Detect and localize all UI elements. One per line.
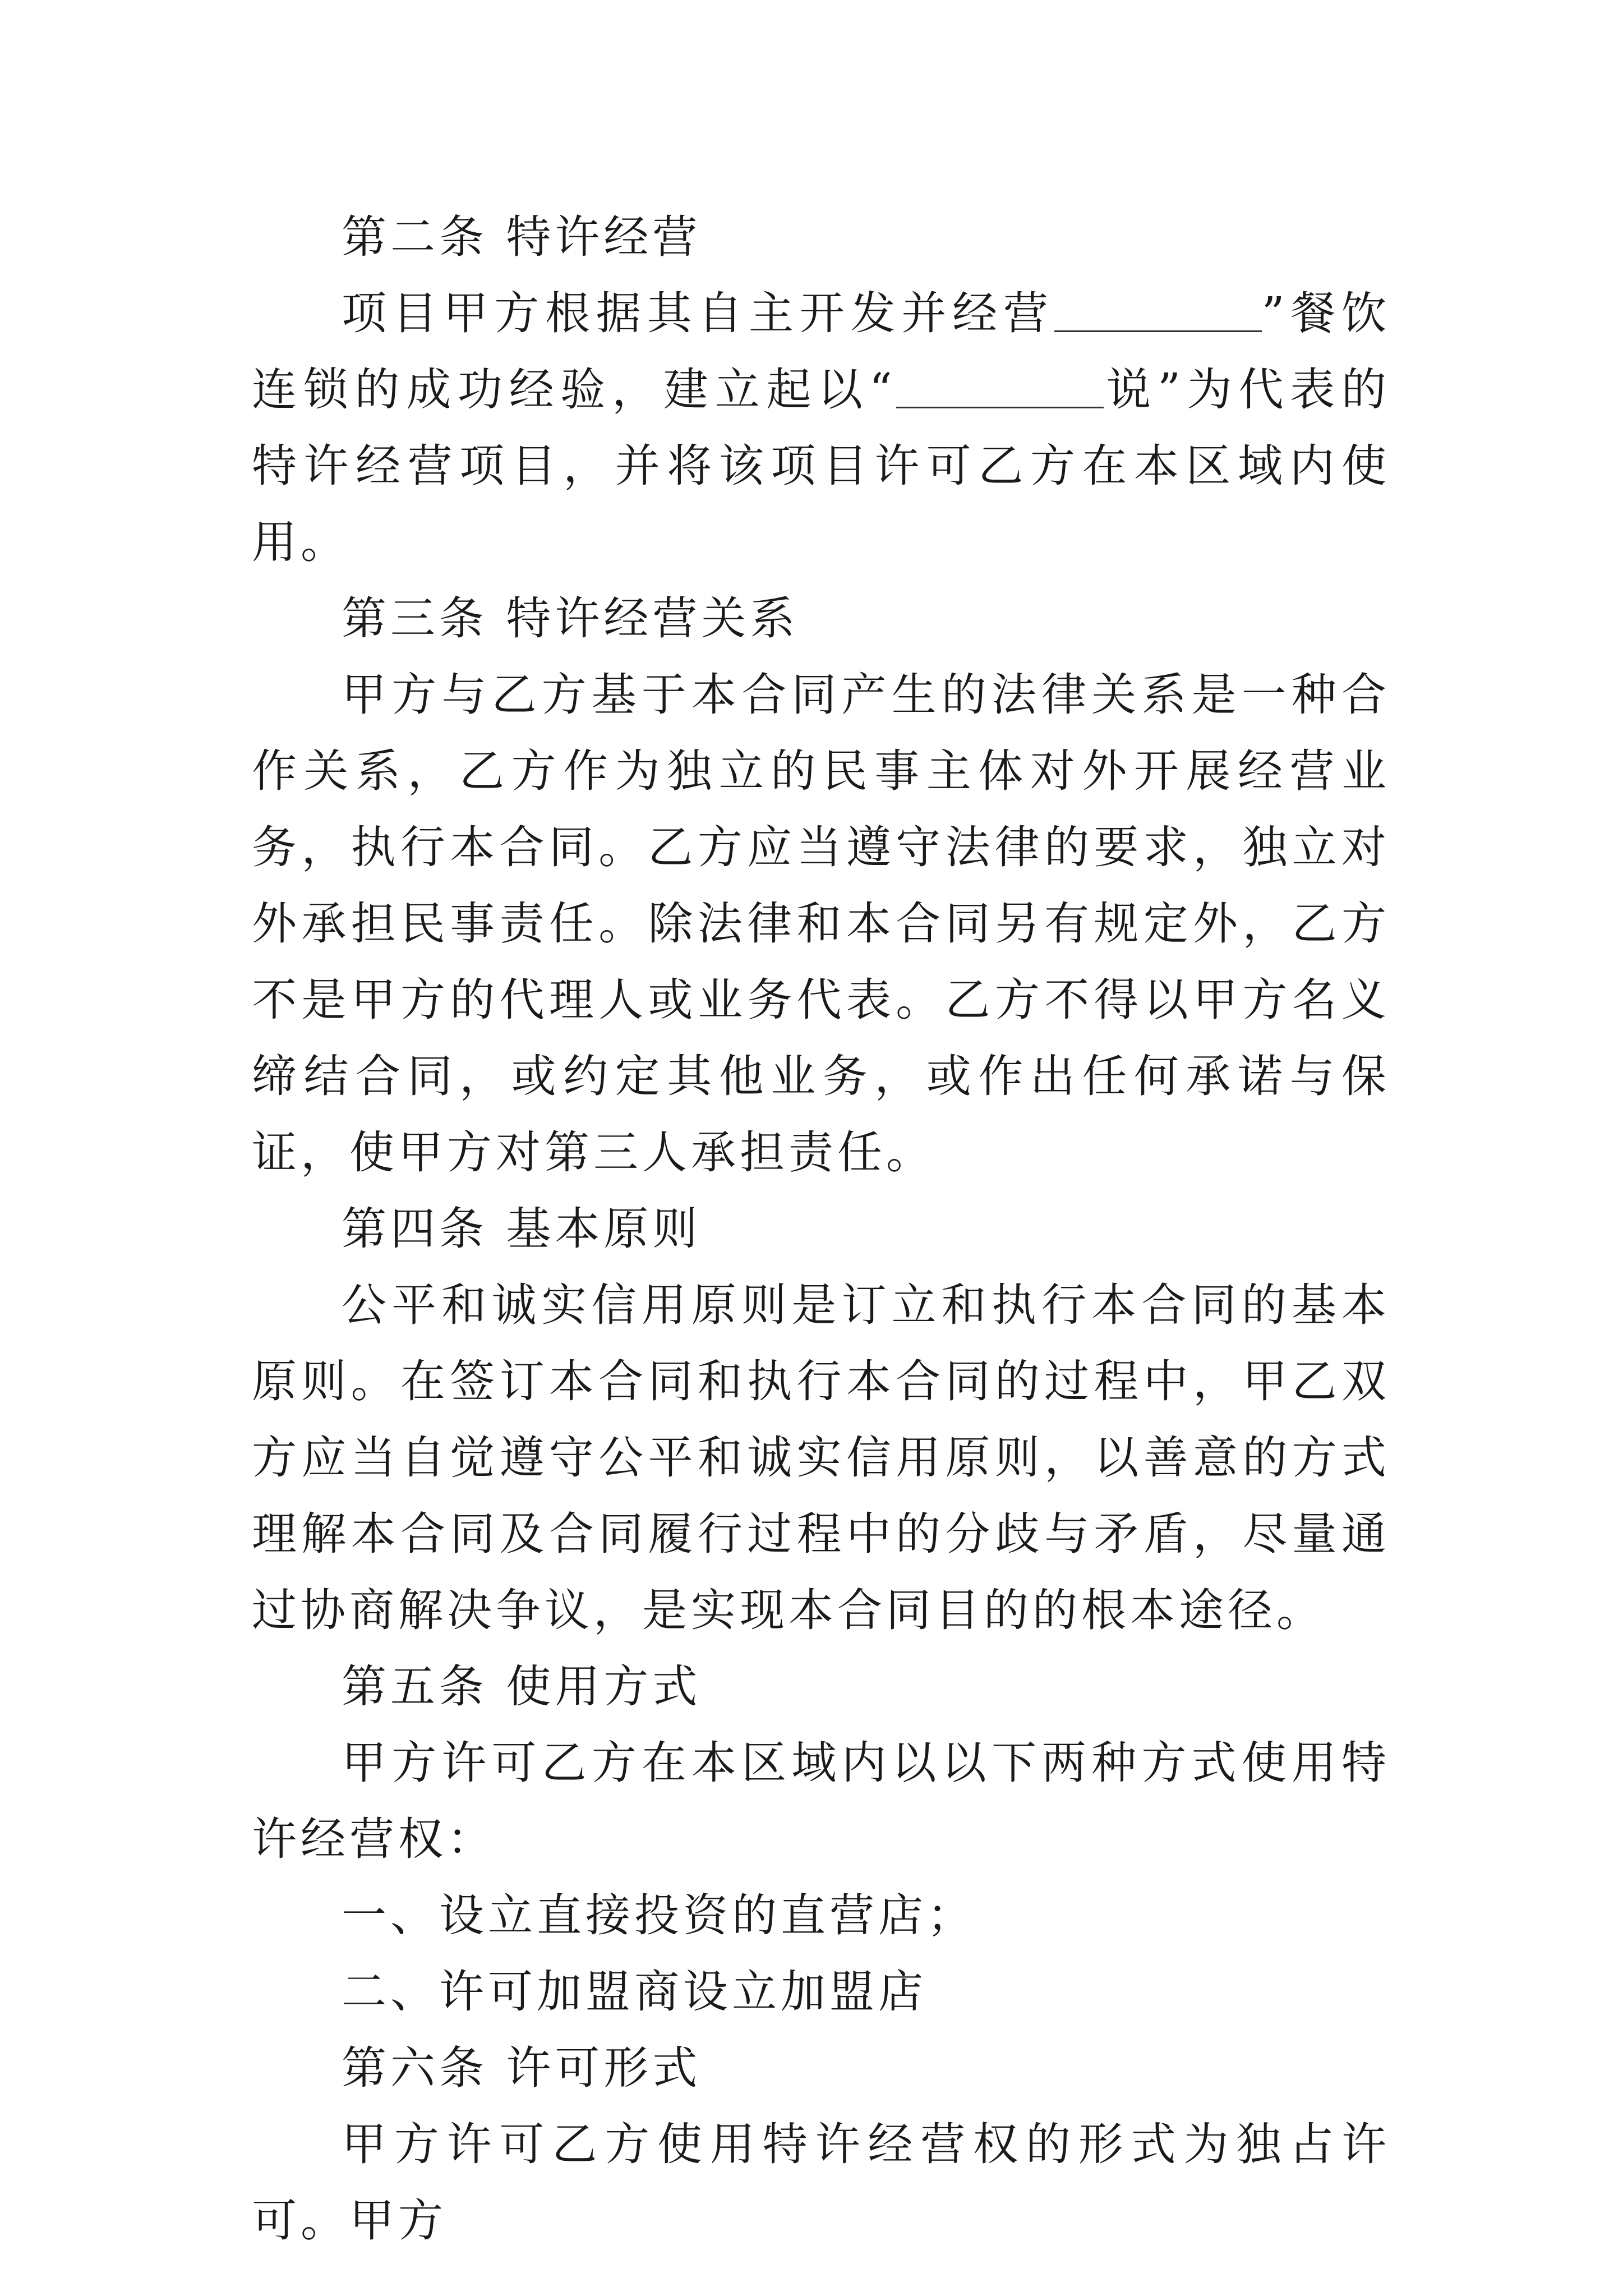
fill-in-blank-brand[interactable]	[1054, 291, 1262, 332]
article-5-paragraph: 甲方许可乙方在本区域内以以下两种方式使用特许经营权：	[252, 1737, 1390, 1865]
document-body	[252, 199, 1390, 2259]
article-2-text-part-1: 项目甲方根据其自主开发并经营	[342, 287, 1054, 339]
article-2-paragraph	[252, 275, 1390, 581]
article-2-text-part-2: ”餐饮连锁的成功经验，建立起以“	[252, 287, 1391, 416]
article-5-heading: 第五条 使用方式	[342, 1660, 702, 1713]
article-4-heading: 第四条 基本原则	[342, 1203, 702, 1255]
article-3-paragraph: 甲方与乙方基于本合同产生的法律关系是一种合作关系，乙方作为独立的民事主体对外开展经营业务，执行本合同。乙方应当遵守法律的要求，独立对外承担民事责任。除法律和本合同另有规定外，乙方不是甲方的代理人或业务代表。乙方不得以甲方名义缔结合同，或约定其他业务，或作出任何承诺与保证，使甲方对第三人承担责任。	[252, 669, 1390, 1179]
article-3-heading: 第三条 特许经营关系	[342, 592, 799, 645]
fill-in-blank-project-name[interactable]	[896, 367, 1104, 408]
article-5-list-item: 一、设立直接投资的直营店；	[342, 1889, 976, 1941]
article-6-heading: 第六条 许可形式	[342, 2042, 702, 2094]
article-2-heading: 第二条 特许经营	[342, 211, 702, 263]
article-5-list-item: 二、许可加盟商设立加盟店	[342, 1966, 927, 2018]
article-6-paragraph: 甲方许可乙方使用特许经营权的形式为独占许可。甲方	[252, 2118, 1390, 2247]
article-2-text-part-3: 说”为代表的特许经营项目，并将该项目许可乙方在本区域内使用。	[252, 364, 1390, 568]
article-4-paragraph: 公平和诚实信用原则是订立和执行本合同的基本原则。在签订本合同和执行本合同的过程中，甲乙双方应当自觉遵守公平和诚实信用原则，以善意的方式理解本合同及合同履行过程中的分歧与矛盾，尽量通过协商解决争议，是实现本合同目的的根本途径。	[252, 1279, 1390, 1636]
